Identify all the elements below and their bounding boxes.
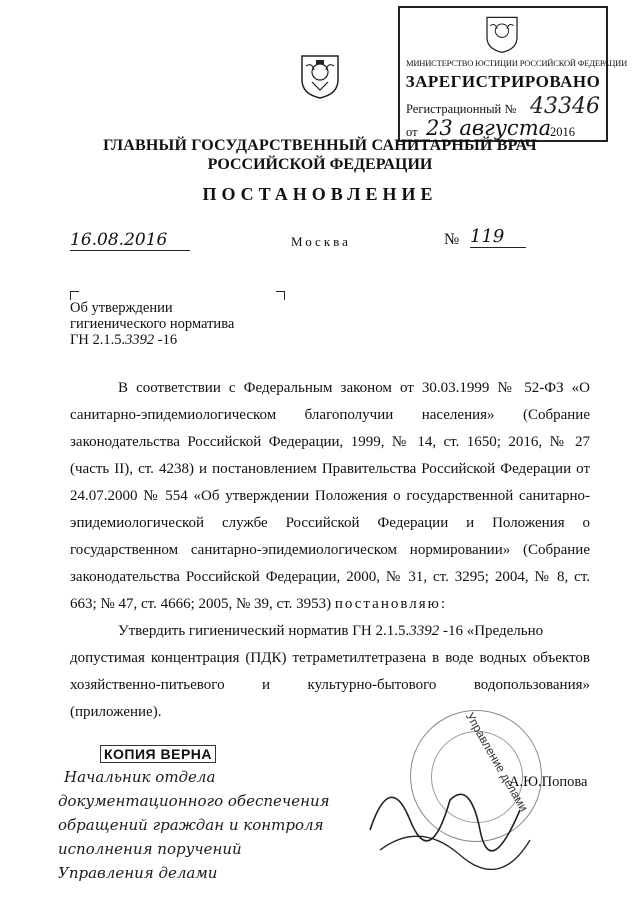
subject-bracket-right: [276, 291, 285, 300]
body-last-line: 663; № 47, ст. 4666; 2005, № 39, ст. 3953): [70, 596, 332, 612]
round-seal-text: Управление делами: [462, 710, 532, 814]
body-line: хозяйственно-питьевого и культурно-бытового водопользования»: [70, 677, 590, 693]
signer-name: А.Ю.Попова: [509, 774, 588, 790]
subject-code-prefix: ГН 2.1.5.: [70, 332, 126, 348]
body-line: законодательства Российской Федерации, 2000, № 31, ст. 3295; 2004, № 8, ст.: [70, 569, 590, 585]
header-line2: РОССИЙСКОЙ ФЕДЕРАЦИИ: [207, 156, 433, 173]
subject-block: [70, 300, 234, 348]
body-line: (часть II), ст. 4238) и постановлением Правительства Российской Федерации от: [70, 461, 590, 477]
coat-of-arms-icon: [296, 52, 344, 100]
body-line: санитарно-эпидемиологическом благополучии населения» (Собрание: [70, 407, 590, 423]
coat-of-arms-icon: [482, 14, 522, 54]
document-city: Москва: [291, 234, 351, 249]
handwritten-line: исполнения поручений: [58, 840, 242, 858]
norm-prefix: Утвердить гигиенический норматив ГН 2.1.5.: [118, 623, 410, 639]
document-date: 16.08.2016: [70, 230, 190, 251]
handwritten-line: Управления делами: [58, 864, 218, 882]
handwritten-line: документационного обеспечения: [58, 792, 330, 810]
reg-date-prefix: от: [406, 125, 418, 139]
signature-mark: [360, 760, 540, 870]
reg-date-value: 23 августа: [426, 116, 552, 140]
subject-line1: Об утверждении: [70, 300, 173, 316]
body-line: В соответствии с Федеральным законом от 30.03.1999 № 52-ФЗ «О: [118, 380, 590, 396]
copy-true-stamp: КОПИЯ ВЕРНА: [100, 745, 216, 763]
handwritten-line: Начальник отдела: [64, 768, 216, 786]
body-line: [70, 596, 590, 613]
document-number: 119: [470, 226, 526, 248]
document-title: ПОСТАНОВЛЕНИЕ: [202, 184, 438, 204]
regno-label: Регистрационный №: [406, 102, 517, 116]
resolve-word: постановляю:: [334, 596, 447, 612]
subject-code-hand: 3392: [125, 332, 155, 348]
registration-stamp: [398, 6, 628, 142]
body-line: законодательства Российской Федерации, 1999, № 14, ст. 1650; 2016, № 27: [70, 434, 590, 450]
body-line: [118, 623, 590, 640]
body-line: 24.07.2000 № 554 «Об утверждении Положения о государственной санитарно-: [70, 488, 590, 504]
body-line: (приложение).: [70, 704, 162, 720]
subject-line3: [70, 332, 234, 348]
ministry-label: МИНИСТЕРСТВО ЮСТИЦИИ РОССИЙСКОЙ ФЕДЕРАЦИИ: [406, 58, 628, 68]
regno-value: 43346: [530, 94, 600, 119]
reg-date-year: 2016: [550, 125, 575, 139]
handwritten-line: обращений граждан и контроля: [58, 816, 324, 834]
norm-suffix: -16 «Предельно: [439, 623, 544, 639]
subject-code-suffix: -16: [154, 332, 178, 348]
norm-code-hand: 3392: [409, 623, 440, 639]
subject-bracket-left: [70, 291, 79, 300]
registered-label: ЗАРЕГИСТРИРОВАНО: [405, 72, 601, 91]
number-label: №: [444, 231, 460, 248]
body-line: государственном санитарно-эпидемиологическом нормировании» (Собрание: [70, 542, 590, 558]
subject-line2: гигиенического норматива: [70, 316, 235, 332]
body-line: допустимая концентрация (ПДК) тетраметилтетразена в воде водных объектов: [70, 650, 590, 666]
header-line1: ГЛАВНЫЙ ГОСУДАРСТВЕННЫЙ САНИТАРНЫЙ ВРАЧ: [103, 137, 537, 154]
body-line: эпидемиологической службе Российской Федерации и Положения о: [70, 515, 590, 531]
